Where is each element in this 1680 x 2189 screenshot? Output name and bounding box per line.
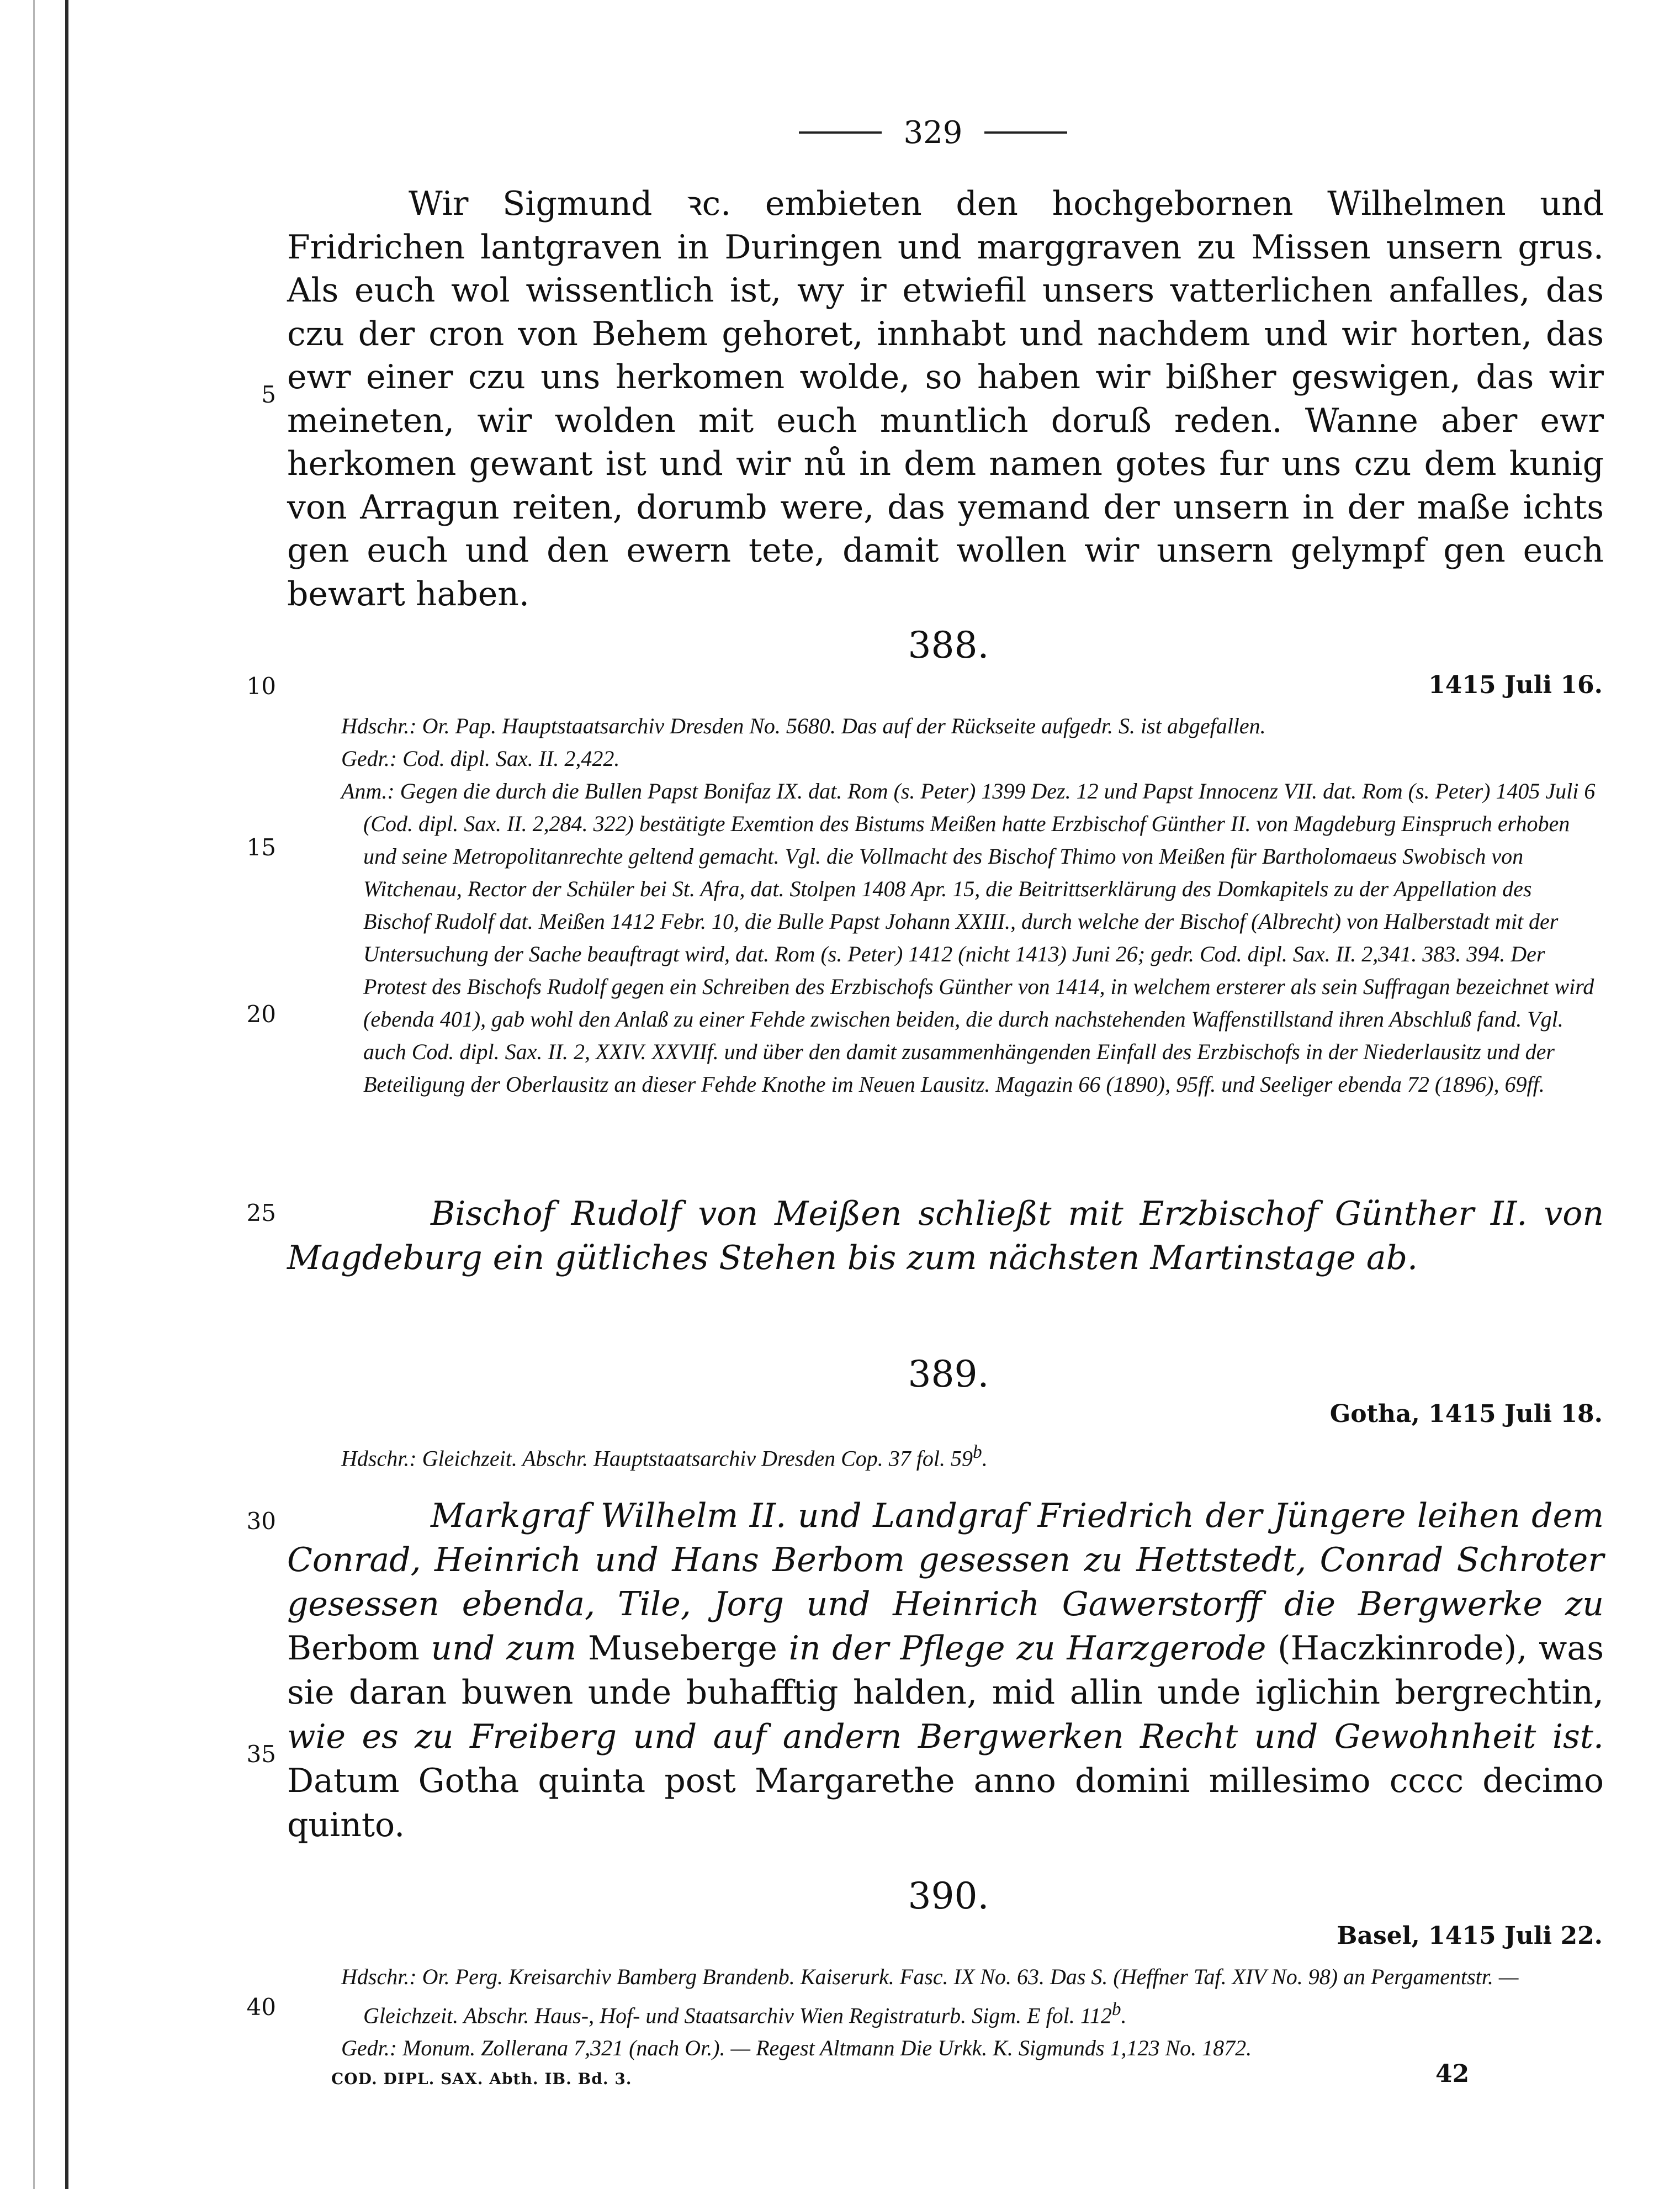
line-number-25: 25 <box>246 1199 276 1226</box>
doc-389-date: Gotha, 1415 Juli 18. <box>1329 1400 1603 1428</box>
doc-388-summary: Bischof Rudolf von Meißen schließt mit Erzbischof Günther II. von Magdeburg ein gütliches Stehen bis zum nächsten Martinstage ab. <box>287 1194 1604 1277</box>
line-number-40: 40 <box>246 1994 276 2021</box>
line-number-5: 5 <box>261 381 276 408</box>
line-number-20: 20 <box>246 1001 276 1028</box>
doc-388-note-gedr: Gedr.: Cod. dipl. Sax. II. 2,422. <box>341 746 620 771</box>
previous-letter-text: Wir Sigmund ꝛc. embieten den hochgebornen Wilhelmen und Fridrichen lantgraven in Duringen und marggraven zu Missen unsern grus. Als euch wol wissentlich ist, wy ir etwiefil unsers vatterlichen anfalles, das czu der cron von Behem gehoret, innhabt und nachdem und wir horten, das ewr einer czu uns herkomen wolde, so haben wir bißher geswigen, das wir meineten, wir wolden mit euch muntlich doruß reden. Wanne aber ewr herkomen gewant ist und wir nů in dem namen gotes fur uns czu dem kunig von Arragun reiten, dorumb were, das yemand der unsern in der maße ichts gen euch und den ewern tete, damit wollen wir unsern gelympf gen euch bewart haben. <box>287 184 1604 614</box>
line-number-15: 15 <box>246 834 276 861</box>
doc-388-number: 388. <box>908 624 989 667</box>
doc-390-notes <box>341 1960 1603 2064</box>
doc-388-note-hdschr: Hdschr.: Or. Pap. Hauptstaatsarchiv Dresden No. 5680. Das auf der Rückseite aufgedr. S. ist abgefallen. <box>341 713 1266 738</box>
page-header <box>778 110 1088 155</box>
doc-389-note: Hdschr.: Gleichzeit. Abschr. Hauptstaatsarchiv Dresden Cop. 37 fol. 59$^b$. <box>341 1442 988 1471</box>
page-number: 329 <box>903 114 963 151</box>
doc-388-note-anm: Anm.: Gegen die durch die Bullen Papst Bonifaz IX. dat. Rom (s. Peter) 1399 Dez. 12 und Papst Innocenz VII. dat. Rom (s. Peter) 1405 Juli 6 (Cod. dipl. Sax. II. 2,284. 322) bestätigte Exemtion des Bistums Meißen hatte Erzbischof Günther II. von Magdeburg Einspruch erhoben und seine Metropolitanrechte geltend gemacht. Vgl. die Vollmacht des Bischof Thimo von Meißen für Bartholomaeus Swobisch von Witchenau, Rector der Schüler bei St. Afra, dat. Stolpen 1408 Apr. 15, die Beitrittserklärung des Domkapitels zu der Appellation des Bischof Rudolf dat. Meißen 1412 Febr. 10, die Bulle Papst Johann XXIII., durch welche der Bischof (Albrecht) von Halberstadt mit der Untersuchung der Sache beauftragt wird, dat. Rom (s. Peter) 1412 (nicht 1413) Juni 26; gedr. Cod. dipl. Sax. II. 2,341. 383. 394. Der Protest des Bischofs Rudolf gegen ein Schreiben des Erzbischofs Günther von 1414, in welchem ersterer als sein Suffragan bezeichnet wird (ebenda 401), gab wohl den Anlaß zu einer Fehde zwischen beiden, die durch nachstehenden Waffenstillstand ihren Abschluß fand. Vgl. auch Cod. dipl. Sax. II. 2, XXIV. XXVIIf. und über den damit zusammenhängenden Einfall des Erzbischofs in der Niederlausitz und der Beteiligung der Oberlausitz an dieser Fehde Knothe im Neuen Lausitz. Magazin 66 (1890), 95ff. und Seeliger ebenda 72 (1896), 69ff. <box>341 779 1596 1097</box>
doc-388-date: 1415 Juli 16. <box>1428 671 1603 699</box>
doc-390-note-gedr: Gedr.: Monum. Zollerana 7,321 (nach Or.). — Regest Altmann Die Urkk. K. Sigmunds 1,123 No. 1872. <box>341 2035 1252 2061</box>
doc-389-text: Markgraf Wilhelm II. und Landgraf Friedrich der Jüngere leihen dem Conrad, Heinrich und Hans Berbom gesessen zu Hettstedt, Conrad Schroter gesessen ebenda, Tile, Jorg und Heinrich Gawerstorff die Bergwerke zu Berbom und zum Museberge in der Pflege zu Harzgerode (Haczkinrode), was sie daran buwen unde buhafftig halden, mid allin unde iglichin bergrechtin, wie es zu Freiberg und auf andern Bergwerken Recht und Gewohnheit ist. Datum Gotha quinta post Margarethe anno domini millesimo cccc decimo quinto. <box>287 1497 1604 1844</box>
header-rule-right <box>984 131 1067 134</box>
line-number-35: 35 <box>246 1741 276 1768</box>
doc-390-note-hdschr: Hdschr.: Or. Perg. Kreisarchiv Bamberg Brandenb. Kaiserurk. Fasc. IX No. 63. Das S. (Heffner Taf. XIV No. 98) an Pergamentstr. — Gleichzeit. Abschr. Haus-, Hof- und Staatsarchiv Wien Registraturb. Sigm. E fol. 112$^b$. <box>341 1964 1519 2028</box>
footer-sheet-number: 42 <box>1435 2060 1470 2088</box>
line-number-30: 30 <box>246 1508 276 1535</box>
footer-signature: COD. DIPL. SAX. Abth. IB. Bd. 3. <box>331 2070 632 2088</box>
scan-edge-shadow-outer <box>33 0 35 2189</box>
doc-389-number: 389. <box>908 1353 989 1395</box>
header-rule-left <box>799 131 882 134</box>
doc-390-number: 390. <box>908 1875 989 1917</box>
scan-edge-shadow <box>65 0 68 2189</box>
doc-390-date: Basel, 1415 Juli 22. <box>1337 1922 1603 1950</box>
line-number-10: 10 <box>246 673 276 700</box>
doc-388-notes <box>341 710 1603 1101</box>
